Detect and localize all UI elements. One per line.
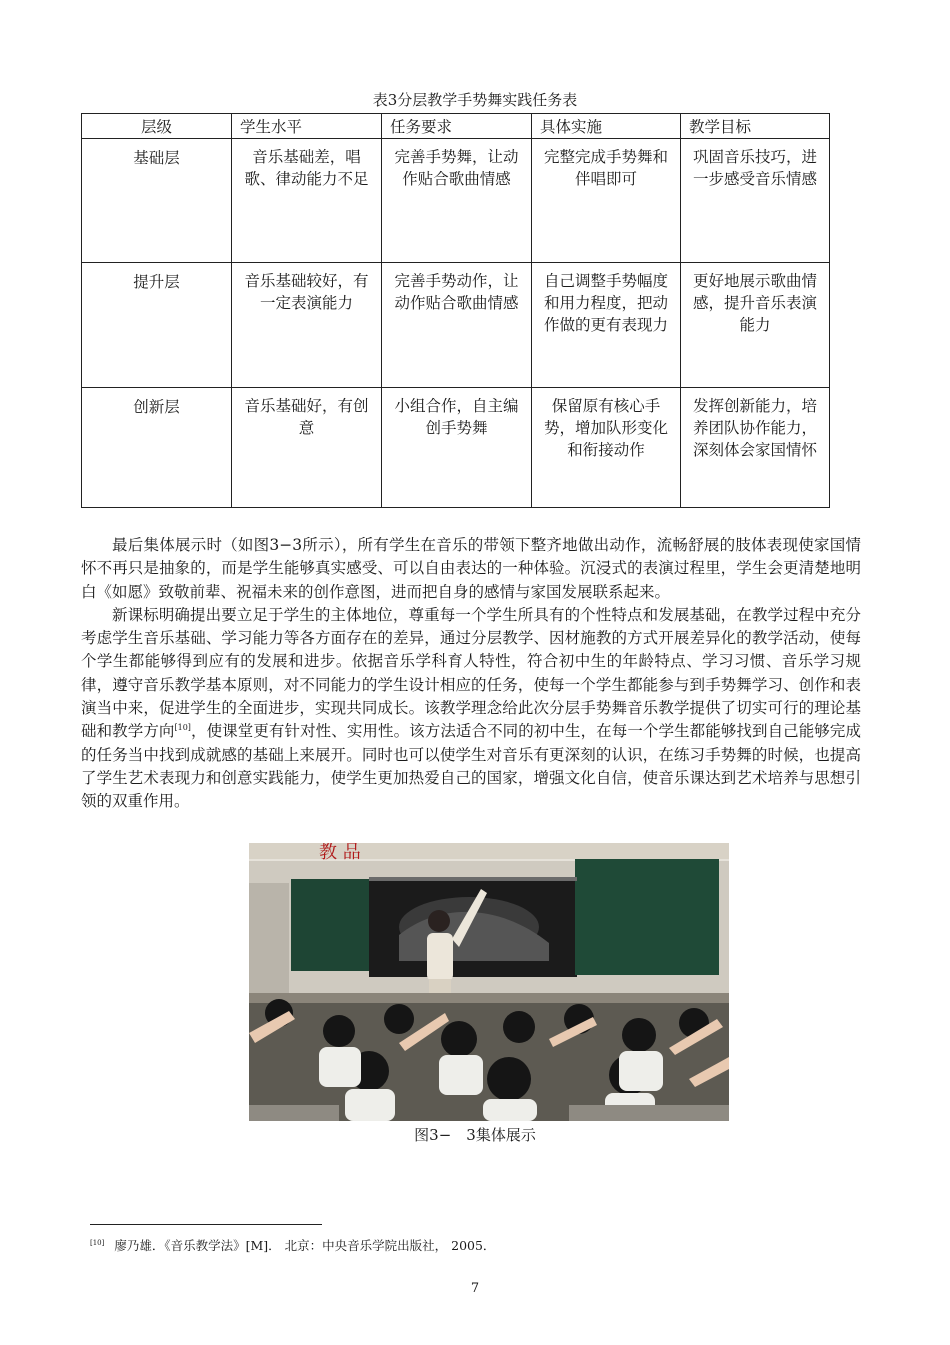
footnote-divider xyxy=(90,1224,322,1225)
header-student-level: 学生水平 xyxy=(232,114,382,139)
banner-text: 教 品 xyxy=(319,843,361,863)
table-caption: 表3分层教学手势舞实践任务表 xyxy=(372,91,578,109)
footnote-mark: [10] xyxy=(90,1238,105,1247)
cell-level: 提升层 xyxy=(82,263,232,388)
citation-ref[interactable]: [10] xyxy=(174,723,191,733)
cell-implementation: 自己调整手势幅度和用力程度，把动作做的更有表现力 xyxy=(532,263,681,388)
paragraph-text: ，使课堂更有针对性、实用性。该方法适合不同的初中生，在每一个学生都能够找到自己能够完成的任务当中找到成就感的基础上来展开。同时也可以使学生对音乐有更深刻的认识，在练习手势舞的时候，也提高了学生艺术表现力和创意实践能力，使学生更加热爱自己的国家，增强文化自信，使音乐课达到艺术培养与思想引领的双重作用。 xyxy=(81,722,861,811)
cell-task: 完善手势舞，让动作贴合歌曲情感 xyxy=(382,139,532,263)
table-row xyxy=(82,388,830,508)
header-implementation: 具体实施 xyxy=(532,114,681,139)
classroom-photo xyxy=(249,843,729,1121)
cell-goal: 巩固音乐技巧，进一步感受音乐情感 xyxy=(681,139,830,263)
cell-student: 音乐基础差，唱歌、律动能力不足 xyxy=(232,139,382,263)
task-table xyxy=(81,113,830,508)
header-task: 任务要求 xyxy=(382,114,532,139)
cell-goal: 更好地展示歌曲情感，提升音乐表演能力 xyxy=(681,263,830,388)
header-level: 层级 xyxy=(82,114,232,139)
header-goal: 教学目标 xyxy=(681,114,830,139)
table-row xyxy=(82,139,830,263)
paragraph: 最后集体展示时（如图3−3所示），所有学生在音乐的带领下整齐地做出动作，流畅舒展的肢体表现使家国情怀不再只是抽象的，而是学生能够真实感受、可以自由表达的一种体验。沉浸式的表演过程里，学生会更清楚地明白《如愿》致敬前辈、祝福未来的创作意图，进而把自身的感情与家国发展联系起来。 xyxy=(81,536,861,601)
figure-caption: 图3− 3集体展示 xyxy=(414,1126,536,1144)
cell-level: 基础层 xyxy=(82,139,232,263)
cell-task: 小组合作，自主编创手势舞 xyxy=(382,388,532,508)
page-number: 7 xyxy=(470,1281,480,1296)
paragraph-text: 新课标明确提出要立足于学生的主体地位，尊重每一个学生所具有的个性特点和发展基础，在教学过程中充分考虑学生音乐基础、学习能力等各方面存在的差异，通过分层教学、因材施教的方式开展差异化的教学活动，使每个学生都能够得到应有的发展和进步。依据音乐学科育人特性，符合初中生的年龄特点、学习习惯、音乐学习规律，遵守音乐教学基本原则，对不同能力的学生设计相应的任务，使每一个学生都能参与到手势舞学习、创作和表演当中来，促进学生的全面进步，实现共同成长。该教学理念给此次分层手势舞音乐教学提供了切实可行的理论基础和教学方向 xyxy=(81,605,861,741)
cell-implementation: 保留原有核心手势，增加队形变化和衔接动作 xyxy=(532,388,681,508)
cell-implementation: 完整完成手势舞和伴唱即可 xyxy=(532,139,681,263)
cell-task: 完善手势动作，让动作贴合歌曲情感 xyxy=(382,263,532,388)
cell-student: 音乐基础较好，有一定表演能力 xyxy=(232,263,382,388)
paragraph xyxy=(81,604,861,814)
body-text xyxy=(81,534,861,814)
cell-goal: 发挥创新能力，培养团队协作能力，深刻体会家国情怀 xyxy=(681,388,830,508)
cell-student: 音乐基础好，有创意 xyxy=(232,388,382,508)
table-header-row xyxy=(82,114,830,139)
cell-level: 创新层 xyxy=(82,388,232,508)
table-row xyxy=(82,263,830,388)
footnote xyxy=(90,1236,495,1254)
footnote-text: 廖乃雄．《音乐教学法》[M]． 北京：中央音乐学院出版社， 2005． xyxy=(114,1238,496,1253)
